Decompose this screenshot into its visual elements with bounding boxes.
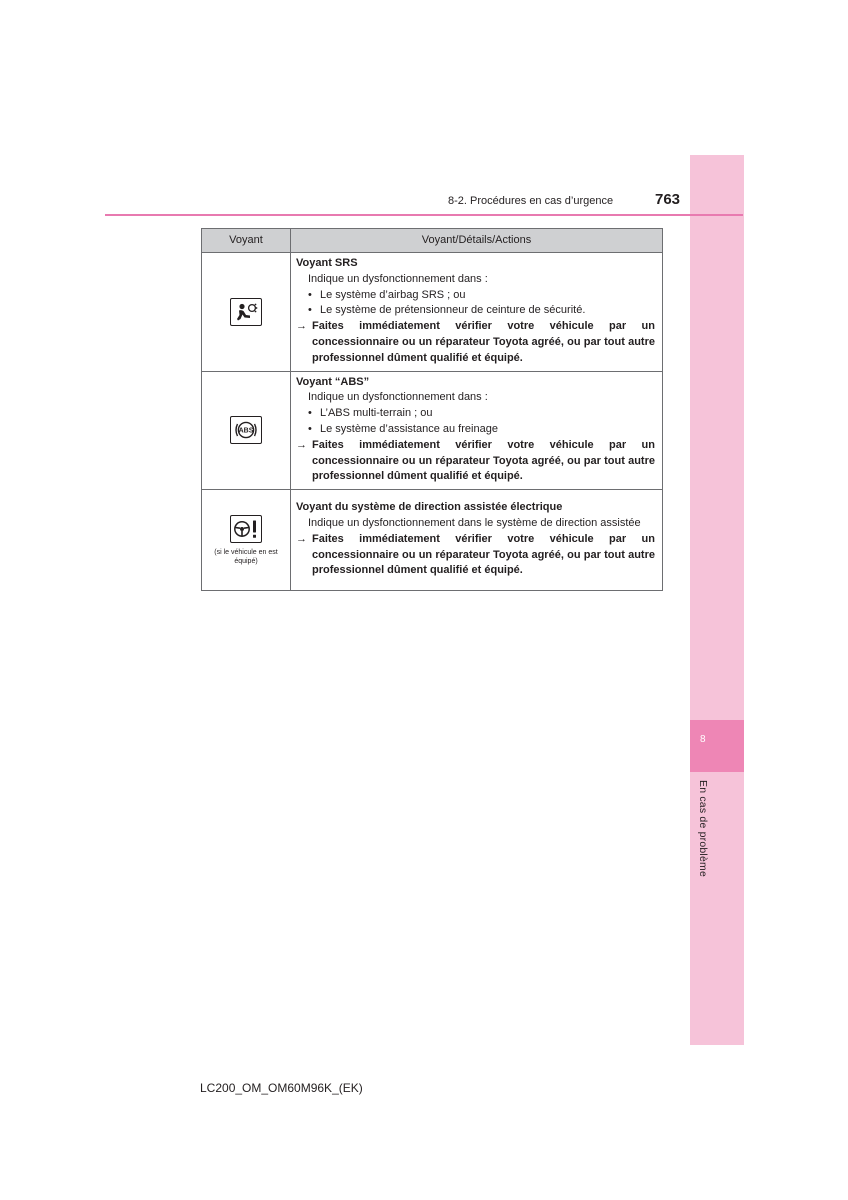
document-code: LC200_OM_OM60M96K_(EK) (200, 1081, 363, 1095)
list-item: • Le système d’airbag SRS ; ou (296, 288, 655, 304)
light-title: Voyant du système de direction assistée électrique (296, 501, 563, 514)
action-text (296, 438, 655, 485)
table-row (202, 253, 663, 372)
icon-note: (si le véhicule en est équipé) (214, 548, 278, 565)
header-rule (105, 214, 743, 216)
light-description: Indique un dysfonctionnement dans : (308, 391, 488, 404)
arrow-icon: → (296, 438, 307, 451)
light-title: Voyant SRS (296, 257, 358, 269)
list-item-text: L’ABS multi-terrain ; ou (320, 407, 433, 420)
details-cell (291, 490, 663, 591)
side-tab-band (690, 155, 744, 1045)
list-item-text: Le système de prétensionneur de ceinture de sécurité. (320, 304, 586, 317)
light-title: Voyant “ABS” (296, 375, 370, 388)
details-cell (291, 371, 663, 490)
action-instruction: Faites immédiatement vérifier votre véhicule par un concessionnaire ou un réparateur Toyota agréé, ou par tout autre professionnel dûment qualifié et équipé. (312, 320, 655, 364)
column-header-light: Voyant (202, 229, 291, 253)
action-instruction: Faites immédiatement vérifier votre véhicule par un concessionnaire ou un réparateur Toyota agréé, ou par tout autre professionnel dûment qualifié et équipé. (312, 532, 655, 577)
table-row (202, 490, 663, 591)
chapter-label: En cas de problème (697, 780, 709, 877)
icon-cell (202, 371, 291, 490)
table-header-row (202, 229, 663, 253)
srs-airbag-icon (230, 298, 262, 326)
list-item-text: Le système d’assistance au freinage (320, 422, 498, 435)
list-item: • L’ABS multi-terrain ; ou (296, 406, 655, 422)
arrow-icon: → (296, 320, 307, 333)
icon-cell (202, 490, 291, 591)
warning-light-table (201, 228, 663, 591)
list-item-text: Le système d’airbag SRS ; ou (320, 288, 466, 301)
chapter-number-tab (690, 720, 744, 772)
chapter-number: 8 (700, 734, 706, 745)
action-instruction: Faites immédiatement vérifier votre véhicule par un concessionnaire ou un réparateur Toyota agréé, ou par tout autre professionnel dûment qualifié et équipé. (312, 438, 655, 483)
abs-icon-text: ABS (238, 427, 254, 435)
column-header-details: Voyant/Détails/Actions (291, 229, 663, 253)
action-text (296, 319, 655, 366)
list-item: • Le système de prétensionneur de ceinture de sécurité. (296, 303, 655, 319)
light-description: Indique un dysfonctionnement dans le système de direction assistée (308, 516, 641, 529)
light-description: Indique un dysfonctionnement dans : (308, 272, 488, 285)
list-item: • Le système d’assistance au freinage (296, 422, 655, 438)
abs-icon (230, 416, 262, 444)
table-row (202, 371, 663, 490)
icon-cell (202, 253, 291, 372)
details-cell (291, 253, 663, 372)
power-steering-warning-icon (230, 515, 262, 543)
action-text (296, 532, 655, 579)
arrow-icon: → (296, 532, 307, 545)
page-number: 763 (655, 191, 681, 208)
section-title: 8-2. Procédures en cas d’urgence (448, 195, 614, 207)
